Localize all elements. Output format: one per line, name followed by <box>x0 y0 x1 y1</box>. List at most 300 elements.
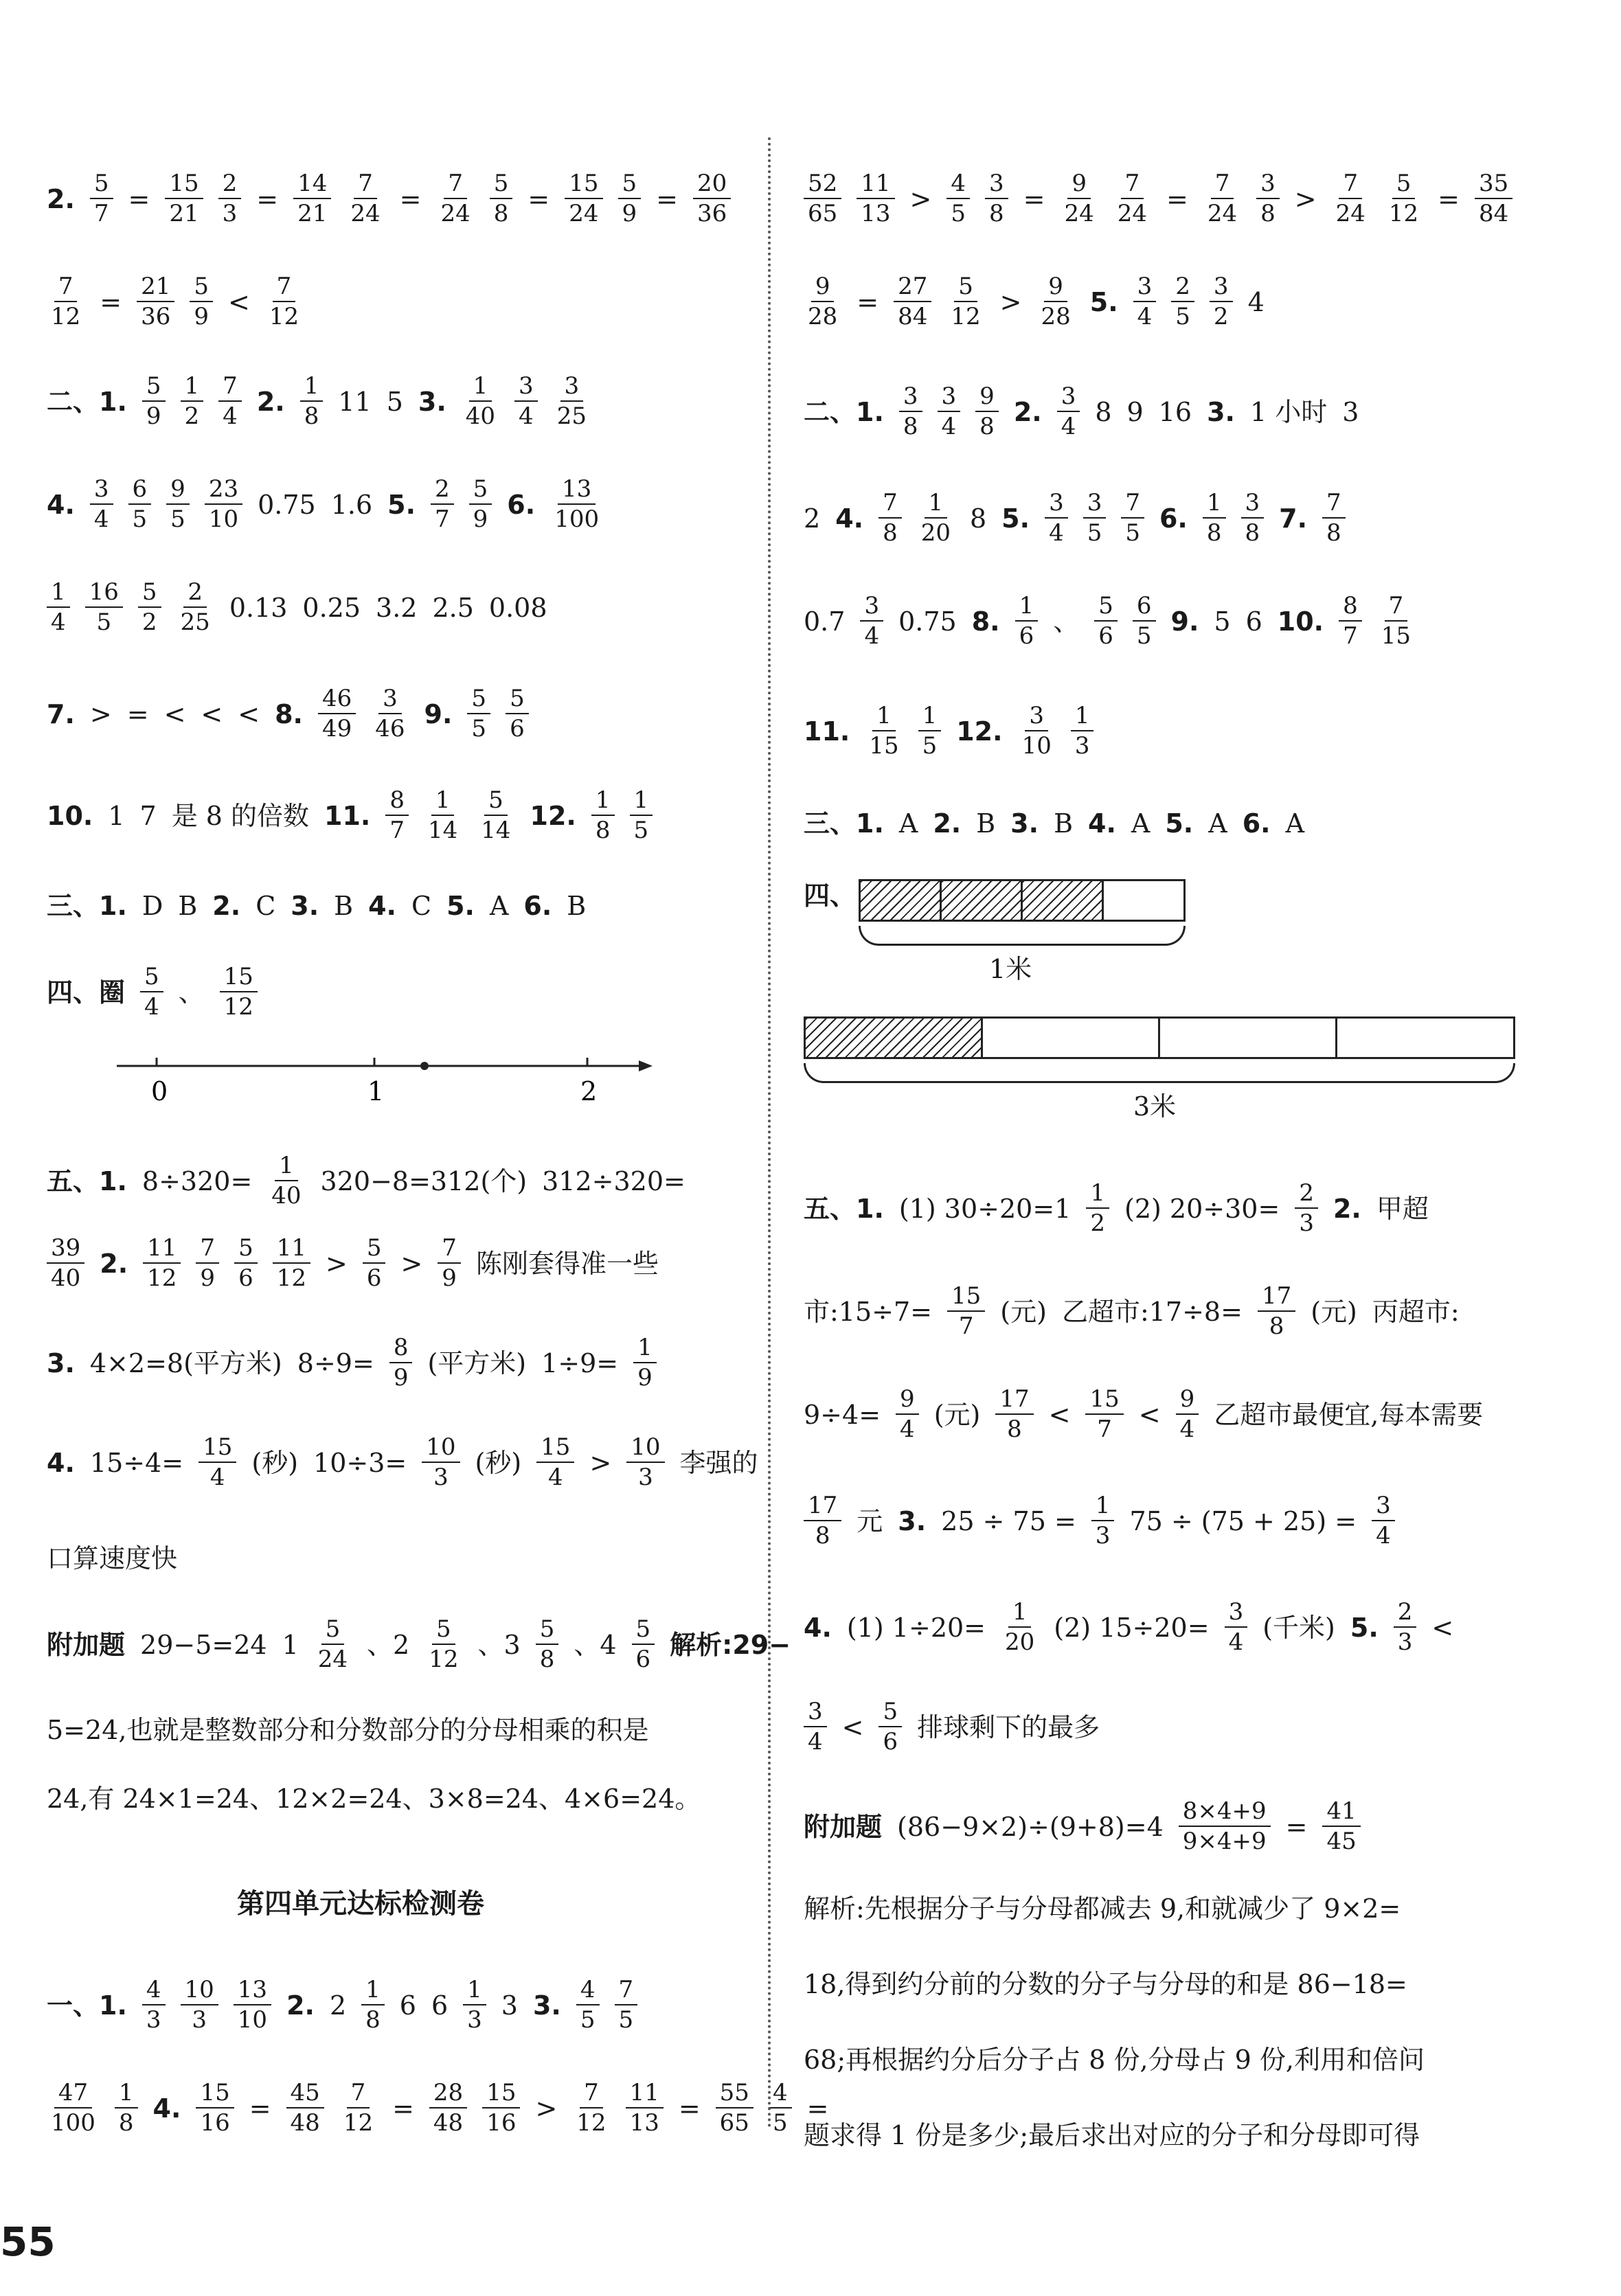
fraction <box>1018 704 1056 758</box>
fraction <box>1241 491 1265 545</box>
answer-line <box>804 385 1374 439</box>
fraction-numerator: 3 <box>560 374 584 402</box>
fraction-numerator: 35 <box>1475 172 1512 199</box>
fraction-numerator: 10 <box>422 1435 460 1463</box>
fraction <box>424 1617 462 1672</box>
answer-text: = <box>656 183 678 214</box>
fraction <box>177 580 214 635</box>
fraction <box>166 477 190 532</box>
fraction-denominator: 5 <box>471 714 487 742</box>
fraction <box>371 687 409 741</box>
fraction-numerator: 7 <box>273 275 296 302</box>
answer-text: 4×2=8(平方米) <box>89 1348 282 1378</box>
fraction-denominator: 9 <box>442 1264 457 1292</box>
answer-line <box>47 477 618 532</box>
item-label: 5. <box>1350 1612 1379 1643</box>
fraction <box>1171 275 1194 329</box>
fraction-denominator: 3 <box>1299 1209 1314 1237</box>
fraction-numerator: 7 <box>218 374 242 402</box>
answer-text: C <box>256 891 276 921</box>
answer-text: (元) <box>1000 1296 1047 1327</box>
fraction-denominator: 3 <box>192 2005 207 2034</box>
answer-line <box>804 1896 1416 1922</box>
fraction-denominator: 12 <box>576 2109 607 2137</box>
fraction-denominator: 12 <box>343 2109 374 2137</box>
answer-text: 、 <box>1053 606 1080 637</box>
answer-line <box>804 1494 1410 1548</box>
fraction <box>196 2081 234 2135</box>
fraction <box>462 374 499 429</box>
fraction <box>181 1978 218 2032</box>
fraction <box>716 2081 753 2135</box>
fraction-numerator: 9 <box>166 477 190 505</box>
fraction-denominator: 4 <box>808 1727 823 1755</box>
fraction-numerator: 3 <box>514 374 538 402</box>
fraction-numerator: 11 <box>143 1236 181 1264</box>
item-label: 2. <box>1333 1193 1361 1224</box>
fraction <box>1083 491 1107 545</box>
item-label: 7. <box>1279 503 1308 534</box>
fraction-numerator: 41 <box>1322 1799 1360 1827</box>
answer-text: 8÷320= <box>141 1166 253 1196</box>
fraction-numerator: 5 <box>536 1617 559 1645</box>
fraction-numerator: 5 <box>490 172 513 199</box>
fraction-numerator: 15 <box>165 172 203 199</box>
item-label: 11. <box>804 716 850 747</box>
answer-text: 75 ÷ (75 + 25) = <box>1129 1505 1357 1536</box>
answer-text: 、 <box>178 977 205 1008</box>
fraction-denominator: 84 <box>1479 199 1509 227</box>
fraction <box>618 172 642 226</box>
fraction-numerator: 1 <box>1071 704 1094 731</box>
fraction-numerator: 7 <box>1211 172 1234 199</box>
item-label: 5. <box>1089 286 1118 317</box>
fraction-denominator: 13 <box>629 2109 659 2137</box>
answer-line <box>47 788 668 843</box>
fraction-numerator: 4 <box>769 2081 792 2109</box>
fraction-numerator: 1 <box>115 2081 138 2109</box>
fraction-denominator: 5 <box>951 199 966 227</box>
answer-text: 2 <box>804 503 821 534</box>
fraction-numerator: 1 <box>361 1978 385 2005</box>
answer-text: 10÷3= <box>313 1447 407 1478</box>
answer-line <box>804 594 1430 648</box>
fraction-denominator: 48 <box>290 2109 320 2137</box>
right-column <box>776 0 1621 2296</box>
answer-text: 解析:先根据分子与分母都减去 9,和就减少了 9×2= <box>804 1894 1401 1924</box>
fraction-numerator: 27 <box>894 275 931 302</box>
fraction-denominator: 7 <box>1343 622 1358 650</box>
fraction <box>938 385 961 439</box>
item-label: 10. <box>47 800 93 831</box>
answer-line <box>47 1786 716 1812</box>
answer-text: > <box>325 1248 348 1279</box>
fraction <box>1372 1494 1395 1548</box>
fraction-denominator: 8 <box>304 402 319 430</box>
fraction <box>1176 1387 1199 1442</box>
fraction <box>576 1978 600 2032</box>
fraction-denominator: 8 <box>365 2005 381 2034</box>
answer-text: 1÷9= <box>541 1348 619 1378</box>
fraction <box>1094 594 1118 648</box>
fraction <box>137 275 174 329</box>
fraction-numerator: 1 <box>469 374 492 402</box>
fraction-denominator: 8 <box>1245 519 1260 547</box>
fraction <box>115 2081 138 2135</box>
answer-text: A <box>1131 808 1150 839</box>
fraction <box>894 275 931 329</box>
fraction <box>1085 1387 1123 1442</box>
item-label: 四、圈 <box>47 977 126 1008</box>
fraction-denominator: 14 <box>428 816 458 844</box>
fraction-numerator: 5 <box>363 1236 386 1264</box>
fraction-numerator: 7 <box>54 275 78 302</box>
answer-text: 18,得到约分前的分数的分子与分母的和是 86−18= <box>804 1969 1407 1999</box>
fraction <box>143 1236 181 1291</box>
fraction <box>469 477 492 532</box>
item-label: 5. <box>1165 808 1194 839</box>
fraction <box>918 704 942 758</box>
answer-text: 16 <box>1158 396 1192 427</box>
fraction-denominator: 4 <box>1179 1415 1195 1443</box>
item-label: 3. <box>1010 808 1039 839</box>
answer-text: B <box>1054 808 1073 839</box>
fraction-denominator: 5 <box>1125 519 1140 547</box>
fraction <box>1091 1494 1115 1548</box>
fraction-numerator: 11 <box>626 2081 664 2109</box>
fraction <box>1225 1600 1248 1655</box>
fraction <box>138 580 161 635</box>
number-line-tick-0: 0 <box>151 1076 168 1106</box>
fraction <box>1203 172 1241 226</box>
fraction-denominator: 5 <box>618 2005 634 2034</box>
fraction-denominator: 4 <box>1137 302 1153 330</box>
fraction-numerator: 1 <box>630 788 653 816</box>
fraction <box>626 2081 664 2135</box>
fraction-numerator: 4 <box>142 1978 166 2005</box>
item-label: 2. <box>47 183 75 214</box>
answer-text: (平方米) <box>427 1348 527 1378</box>
fraction <box>1210 275 1233 329</box>
fraction-numerator: 23 <box>205 477 242 505</box>
answer-text: = <box>392 2093 414 2124</box>
fraction-numerator: 3 <box>1372 1494 1395 1521</box>
fraction-numerator: 7 <box>1385 594 1408 622</box>
fraction <box>1057 385 1080 439</box>
fraction-numerator: 10 <box>181 1978 218 2005</box>
fraction-denominator: 20 <box>920 519 951 547</box>
fraction-denominator: 4 <box>864 622 880 650</box>
answer-text: (2) 15÷20= <box>1054 1612 1210 1643</box>
fraction-denominator: 25 <box>180 608 210 636</box>
fraction-denominator: 28 <box>808 302 838 330</box>
fraction-denominator: 8 <box>1269 1312 1284 1340</box>
fraction-denominator: 15 <box>1381 622 1412 650</box>
fraction <box>267 1154 305 1208</box>
fraction-denominator: 100 <box>554 505 600 533</box>
fraction-numerator: 10 <box>626 1435 664 1463</box>
fraction-denominator: 28 <box>1041 302 1071 330</box>
fraction-denominator: 10 <box>208 505 239 533</box>
fraction-denominator: 9 <box>393 1363 409 1391</box>
fraction <box>946 172 970 226</box>
item-label: 附加题 <box>47 1629 126 1660</box>
fraction <box>363 1236 386 1291</box>
fraction <box>165 172 203 226</box>
fraction-numerator: 15 <box>220 965 258 992</box>
answer-text: 3 <box>1342 396 1359 427</box>
fraction-denominator: 24 <box>317 1645 348 1673</box>
item-label: 11. <box>324 800 371 831</box>
fraction <box>482 2081 520 2135</box>
answer-line <box>47 1336 672 1390</box>
fraction-denominator: 4 <box>900 1415 915 1443</box>
fraction-denominator: 24 <box>569 199 599 227</box>
fraction-numerator: 8 <box>389 1336 413 1363</box>
answer-text: (秒) <box>475 1447 522 1478</box>
fraction-denominator: 4 <box>1376 1521 1391 1549</box>
item-label: 解析:29− <box>670 1629 791 1660</box>
fraction-denominator: 12 <box>276 1264 306 1292</box>
item-label: 三、1. <box>804 808 884 839</box>
fraction-denominator: 40 <box>465 402 496 430</box>
fraction <box>431 477 454 532</box>
answer-text: 9÷4= <box>804 1399 881 1430</box>
answer-text: (1) 1÷20= <box>846 1612 986 1643</box>
fraction <box>553 374 591 429</box>
fraction-denominator: 8 <box>595 816 611 844</box>
answer-text: > <box>589 1447 612 1478</box>
fraction-denominator: 2 <box>141 608 157 636</box>
answer-text: 2 <box>329 1990 347 2021</box>
fraction <box>1394 1600 1417 1655</box>
fraction-numerator: 1 <box>275 1154 298 1181</box>
fraction <box>220 965 258 1019</box>
fraction <box>804 275 841 329</box>
fraction-numerator: 8×4+9 <box>1179 1799 1271 1827</box>
answer-text: D <box>141 891 163 921</box>
answer-text: = <box>528 183 550 214</box>
fraction <box>1001 1600 1039 1655</box>
answer-line <box>804 172 1528 226</box>
fraction <box>142 374 166 429</box>
fraction-numerator: 1 <box>633 1336 657 1363</box>
answer-text: B <box>976 808 996 839</box>
fraction-numerator: 3 <box>1083 491 1107 519</box>
fraction <box>1256 172 1280 226</box>
answer-text: < <box>238 698 260 729</box>
fraction-denominator: 3 <box>222 199 238 227</box>
answer-text: 320−8=312(个) <box>320 1166 528 1196</box>
item-label: 二、1. <box>47 386 127 417</box>
fraction <box>1295 1181 1318 1236</box>
answer-text: C <box>411 891 432 921</box>
fraction-numerator: 5 <box>469 477 492 505</box>
fraction-numerator: 13 <box>558 477 596 505</box>
fraction <box>142 1978 166 2032</box>
item-label: 附加题 <box>804 1811 883 1842</box>
fraction-denominator: 2 <box>184 402 200 430</box>
fraction-numerator: 7 <box>347 2081 370 2109</box>
fraction-numerator: 3 <box>899 385 922 412</box>
fraction-numerator: 3 <box>985 172 1008 199</box>
fraction-denominator: 24 <box>350 199 381 227</box>
fraction <box>199 1435 236 1490</box>
fraction-denominator: 4 <box>209 1463 225 1491</box>
fraction-denominator: 7 <box>435 505 450 533</box>
fraction <box>1061 172 1098 226</box>
fraction-numerator: 7 <box>354 172 377 199</box>
answer-line <box>804 704 1109 758</box>
fraction-denominator: 3 <box>433 1463 449 1491</box>
item-label: 2. <box>256 386 285 417</box>
fraction-numerator: 2 <box>1295 1181 1318 1209</box>
fraction-denominator: 6 <box>366 1264 382 1292</box>
fraction <box>995 1387 1033 1442</box>
answer-text: 4 <box>1247 286 1265 317</box>
bar-one-meter <box>859 879 1186 922</box>
fraction-denominator: 12 <box>147 1264 177 1292</box>
fraction-denominator: 4 <box>547 1463 563 1491</box>
fraction-denominator: 4 <box>1049 519 1064 547</box>
fraction-numerator: 3 <box>1210 275 1233 302</box>
fraction-numerator: 1 <box>300 374 324 402</box>
fraction-denominator: 46 <box>375 714 405 742</box>
answer-text: 0.08 <box>488 592 547 623</box>
answer-text: 11 <box>338 386 372 417</box>
fraction <box>490 172 513 226</box>
answer-text: < <box>841 1712 864 1742</box>
answer-text: > <box>1294 183 1317 214</box>
fraction-denominator: 6 <box>238 1264 253 1292</box>
fraction-numerator: 5 <box>432 1617 455 1645</box>
fraction <box>424 788 462 843</box>
fraction <box>234 1236 258 1291</box>
fraction-denominator: 14 <box>481 816 511 844</box>
fraction-numerator: 21 <box>137 275 174 302</box>
fraction-denominator: 5 <box>132 505 148 533</box>
item-label: 2. <box>212 891 241 921</box>
fraction-numerator: 7 <box>580 2081 603 2109</box>
fraction-denominator: 9 <box>637 1363 653 1391</box>
answer-line <box>804 1971 1422 1997</box>
answer-text: < <box>163 698 186 729</box>
fraction-numerator: 14 <box>293 172 331 199</box>
fraction-denominator: 4 <box>144 992 159 1021</box>
answer-text: 1 <box>108 800 125 831</box>
item-label: 8. <box>275 698 303 729</box>
page-number: 55 <box>0 2218 56 2265</box>
answer-text: = <box>256 183 279 214</box>
answer-text: > <box>535 2093 558 2124</box>
fraction <box>1179 1799 1271 1854</box>
answer-text: 1 <box>282 1629 299 1660</box>
fraction-numerator: 5 <box>1392 172 1416 199</box>
fraction-denominator: 12 <box>429 1645 459 1673</box>
answer-line <box>47 374 606 429</box>
fraction <box>1133 275 1157 329</box>
fraction-denominator: 3 <box>1397 1628 1413 1656</box>
fraction <box>218 374 242 429</box>
item-label: 3. <box>291 891 319 921</box>
fraction-numerator: 1 <box>1203 491 1226 519</box>
fraction-denominator: 4 <box>51 608 66 636</box>
item-label: 4. <box>1088 808 1116 839</box>
fraction <box>860 594 883 648</box>
fraction-denominator: 8 <box>903 412 918 440</box>
fraction-denominator: 21 <box>169 199 199 227</box>
fraction <box>47 2081 100 2135</box>
answer-line <box>47 1978 653 2032</box>
fraction-denominator: 7 <box>958 1312 974 1340</box>
fraction-numerator: 7 <box>615 1978 638 2005</box>
answer-line <box>47 172 746 226</box>
fraction-denominator: 4 <box>93 505 109 533</box>
fraction <box>630 788 653 843</box>
answer-text: 7 <box>139 800 157 831</box>
item-label: 2. <box>100 1248 128 1279</box>
number-line <box>110 1051 659 1119</box>
answer-line <box>804 1600 1469 1655</box>
answer-text: = <box>678 2093 701 2124</box>
fraction <box>1036 275 1074 329</box>
fraction <box>591 788 615 843</box>
fraction <box>47 1236 84 1291</box>
fraction <box>422 1435 460 1490</box>
fraction <box>196 1236 219 1291</box>
fraction-denominator: 21 <box>297 199 328 227</box>
answer-text: < <box>1431 1612 1454 1643</box>
brace-three-meter <box>804 1063 1515 1083</box>
fraction-denominator: 40 <box>271 1181 302 1209</box>
fraction-denominator: 36 <box>141 302 171 330</box>
answer-text: (秒) <box>251 1447 299 1478</box>
fraction-numerator: 3 <box>804 1700 827 1727</box>
item-label: 4. <box>152 2093 181 2124</box>
answer-text: A <box>1208 808 1227 839</box>
answer-text: 6 <box>431 1990 449 2021</box>
answer-text: < <box>1048 1399 1071 1430</box>
fraction-denominator: 20 <box>1005 1628 1035 1656</box>
fraction-numerator: 3 <box>1045 491 1068 519</box>
item-label: 10. <box>1277 606 1324 637</box>
fraction-denominator: 2 <box>1090 1209 1106 1237</box>
answer-text: B <box>178 891 198 921</box>
answer-text: 0.25 <box>302 592 361 623</box>
answer-line <box>804 491 1361 545</box>
fraction <box>437 172 475 226</box>
answer-text: B <box>567 891 587 921</box>
answer-text: 、4 <box>574 1629 617 1660</box>
fraction-numerator: 3 <box>860 594 883 622</box>
answer-text: (1) 30÷20=1 <box>898 1193 1072 1224</box>
answer-text: 8 <box>1095 396 1112 427</box>
answer-text: 6 <box>1245 606 1262 637</box>
fraction-numerator: 4 <box>576 1978 600 2005</box>
answer-text: 5 <box>1214 606 1231 637</box>
answer-text: 3 <box>501 1990 518 2021</box>
fraction <box>286 2081 324 2135</box>
answer-text: > <box>909 183 932 214</box>
fraction-numerator: 5 <box>632 1617 655 1645</box>
fraction-numerator: 1 <box>918 704 942 731</box>
answer-text: 乙超市最便宜,每本需要 <box>1214 1399 1484 1430</box>
fraction-denominator: 13 <box>861 199 891 227</box>
fraction <box>234 1978 271 2032</box>
item-label: 4. <box>47 1447 75 1478</box>
fraction-numerator: 46 <box>318 687 356 714</box>
item-label: 2. <box>933 808 962 839</box>
